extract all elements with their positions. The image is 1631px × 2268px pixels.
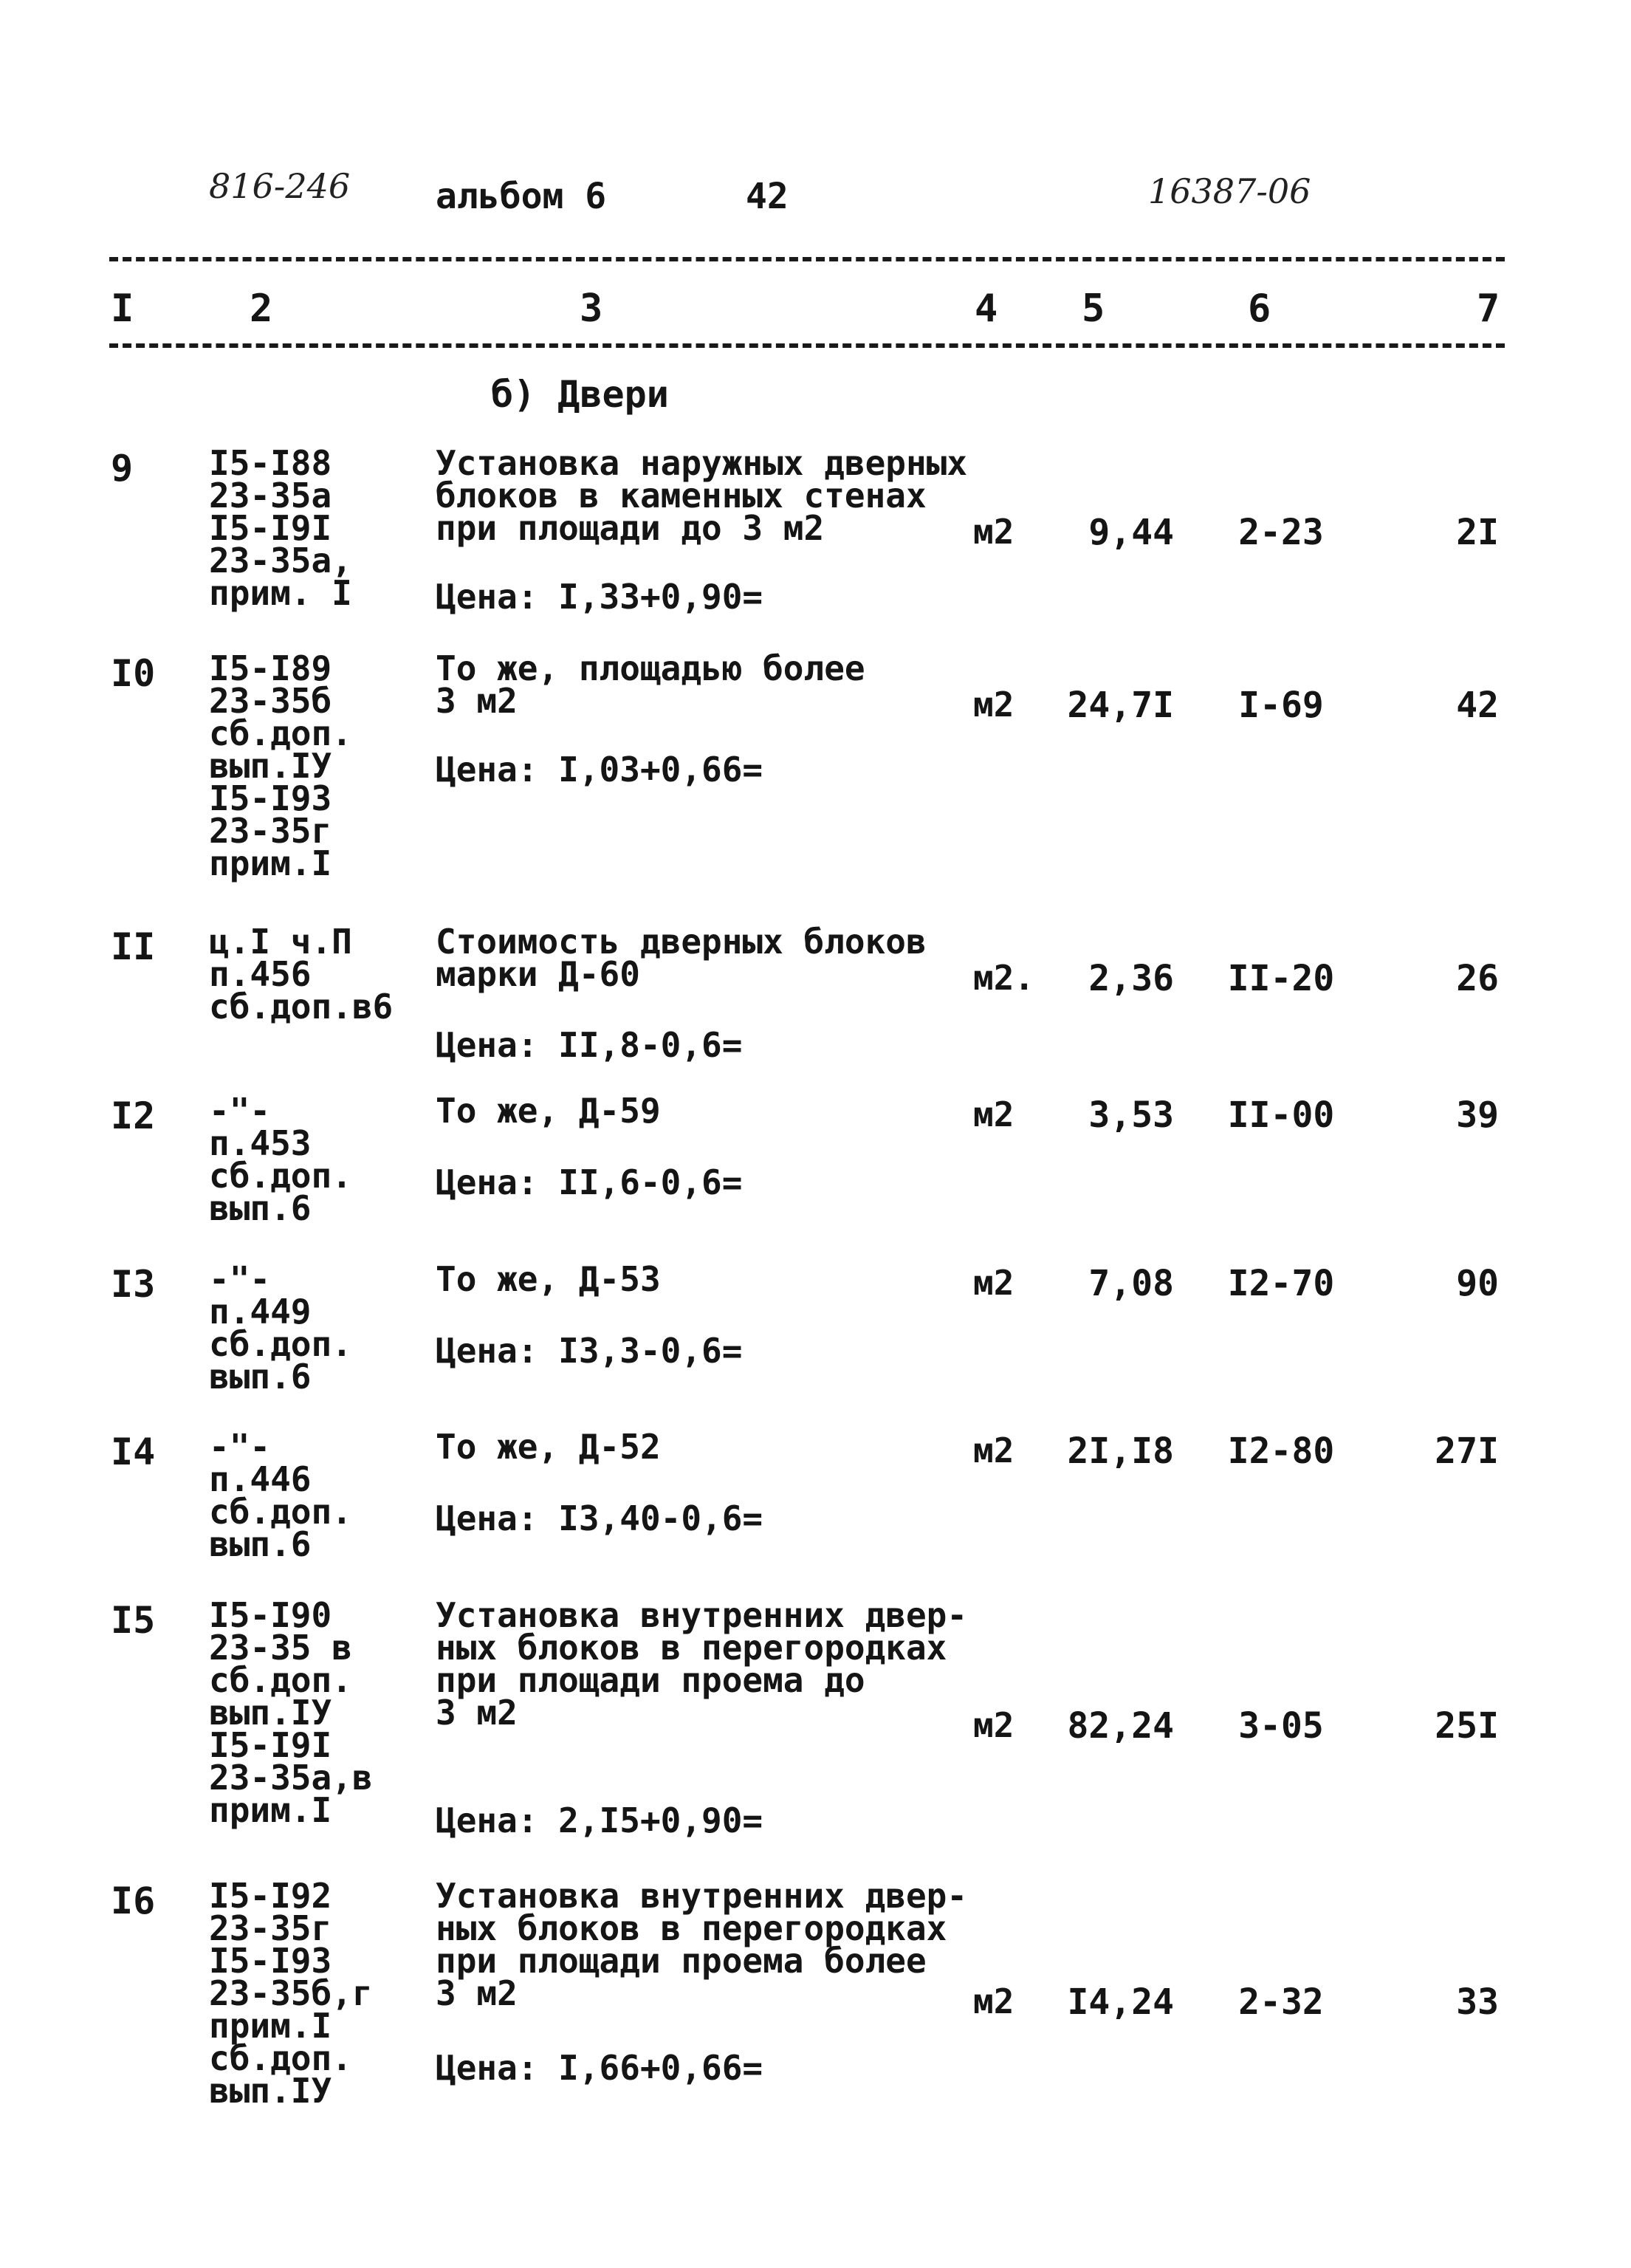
column-number-3: 3 — [580, 287, 603, 331]
column-number-1: I — [111, 287, 134, 331]
row-rate: I2-80 — [1227, 1431, 1335, 1472]
handwritten-code-left: 816-246 — [209, 166, 351, 206]
row-number: I0 — [111, 652, 156, 695]
row-unit: м2 — [973, 512, 1014, 552]
row-number: I5 — [111, 1599, 156, 1642]
row-quantity: 7,08 — [1088, 1263, 1174, 1304]
row-unit: м2 — [973, 1705, 1014, 1745]
row-price: Цена: II,6-0,6= — [436, 1162, 743, 1202]
top-dashed-rule — [109, 257, 1505, 261]
row-total: 26 — [1456, 958, 1499, 999]
row-rate: 2-32 — [1238, 1981, 1324, 2023]
row-quantity: 2I,I8 — [1067, 1431, 1174, 1472]
row-quantity: 9,44 — [1088, 512, 1174, 553]
row-reference: I5-I88 23-35а I5-I9I 23-35а, прим. I — [209, 443, 352, 613]
row-description: То же, площадью более 3 м2 — [436, 648, 865, 721]
row-price: Цена: I,66+0,66= — [436, 2048, 763, 2088]
row-number: I4 — [111, 1431, 156, 1473]
row-price: Цена: I,03+0,66= — [436, 750, 763, 789]
row-reference: I5-I92 23-35г I5-I93 23-35б,г прим.I сб.доп. вып.IУ — [209, 1876, 373, 2111]
row-description: Стоимость дверных блоков марки Д-60 — [436, 922, 927, 994]
row-price: Цена: I,33+0,90= — [436, 577, 763, 617]
row-description: Установка наружных дверных блоков в каменных стенах при площади до 3 м2 — [436, 443, 968, 548]
row-unit: м2. — [973, 958, 1035, 998]
row-rate: I-69 — [1238, 685, 1324, 726]
row-description: То же, Д-53 — [436, 1259, 661, 1299]
row-reference: -"- п.446 сб.доп. вып.6 — [209, 1427, 352, 1564]
section-title: б) Двери — [491, 373, 669, 416]
album-label: альбом 6 — [436, 176, 607, 217]
row-unit: м2 — [973, 1263, 1014, 1303]
row-total: 25I — [1435, 1705, 1499, 1747]
row-unit: м2 — [973, 1431, 1014, 1470]
row-price: Цена: I3,40-0,6= — [436, 1498, 763, 1538]
row-quantity: 24,7I — [1067, 685, 1174, 726]
handwritten-code-right: 16387-06 — [1148, 171, 1311, 211]
row-unit: м2 — [973, 1094, 1014, 1134]
column-number-7: 7 — [1477, 287, 1500, 331]
row-description: Установка внутренних двер- ных блоков в перегородках при площади проема более 3 м2 — [436, 1876, 968, 2013]
row-total: 39 — [1456, 1094, 1499, 1136]
row-description: Установка внутренних двер- ных блоков в перегородках при площади проема до 3 м2 — [436, 1595, 968, 1733]
row-quantity: 2,36 — [1088, 958, 1174, 999]
row-rate: II-00 — [1227, 1094, 1335, 1136]
column-number-2: 2 — [250, 287, 273, 331]
row-number: 9 — [111, 447, 134, 490]
row-reference: I5-I89 23-35б сб.доп. вып.IУ I5-I93 23-35г прим.I — [209, 648, 352, 883]
row-description: То же, Д-59 — [436, 1091, 661, 1131]
row-rate: II-20 — [1227, 958, 1335, 999]
column-number-4: 4 — [975, 287, 998, 331]
row-price: Цена: 2,I5+0,90= — [436, 1801, 763, 1840]
row-total: 90 — [1456, 1263, 1499, 1304]
row-rate: 3-05 — [1238, 1705, 1324, 1747]
row-reference: I5-I90 23-35 в сб.доп. вып.IУ I5-I9I 23-35а,в прим.I — [209, 1595, 373, 1830]
row-quantity: 3,53 — [1088, 1094, 1174, 1136]
row-number: I6 — [111, 1880, 156, 1922]
row-reference: -"- п.449 сб.доп. вып.6 — [209, 1259, 352, 1397]
row-reference: ц.I ч.П п.456 сб.доп.в6 — [209, 922, 394, 1027]
row-price: Цена: II,8-0,6= — [436, 1025, 743, 1065]
row-description: То же, Д-52 — [436, 1427, 661, 1467]
row-number: II — [111, 925, 156, 968]
row-unit: м2 — [973, 685, 1014, 724]
row-unit: м2 — [973, 1981, 1014, 2021]
row-total: 42 — [1456, 685, 1499, 726]
row-total: 2I — [1456, 512, 1499, 553]
row-total: 33 — [1456, 1981, 1499, 2023]
row-quantity: I4,24 — [1067, 1981, 1174, 2023]
row-number: I2 — [111, 1094, 156, 1137]
page-number: 42 — [746, 176, 789, 217]
column-number-6: 6 — [1248, 287, 1271, 331]
header-dashed-rule — [109, 343, 1505, 348]
row-number: I3 — [111, 1263, 156, 1306]
row-rate: I2-70 — [1227, 1263, 1335, 1304]
row-rate: 2-23 — [1238, 512, 1324, 553]
row-price: Цена: I3,3-0,6= — [436, 1331, 743, 1371]
row-total: 27I — [1435, 1431, 1499, 1472]
row-reference: -"- п.453 сб.доп. вып.6 — [209, 1091, 352, 1228]
row-quantity: 82,24 — [1067, 1705, 1174, 1747]
column-number-5: 5 — [1082, 287, 1105, 331]
